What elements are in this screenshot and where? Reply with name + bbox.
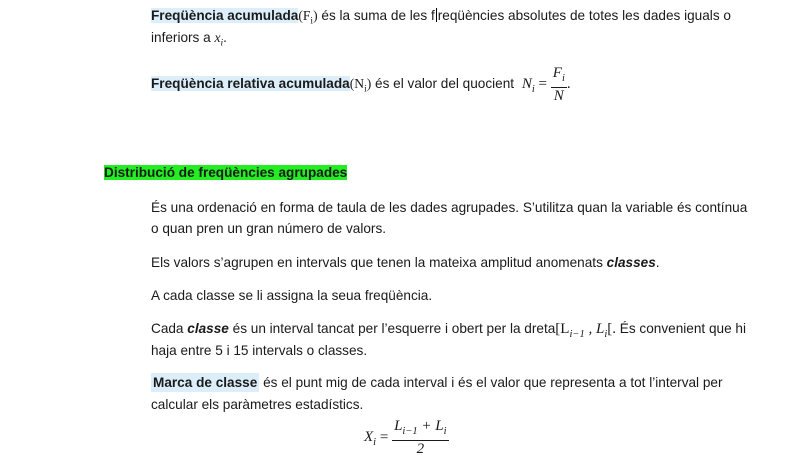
- grouped-p4-text-b: és un interval tancat per l’esquerre i obert per la dreta: [228, 321, 556, 336]
- formula-lhs: $X_i$: [364, 429, 377, 449]
- grouped-p4-emphasis: classe: [187, 321, 229, 336]
- grouped-p5-line2: calcular els paràmetres estadístics.: [151, 397, 364, 412]
- grouped-p2: [151, 252, 660, 274]
- grouped-p4-line2: haja entre 5 i 15 intervals o classes.: [151, 343, 368, 358]
- grouped-p5: [151, 372, 723, 394]
- rel-cum-freq-term: Freqüència relativa acumulada: [151, 75, 350, 91]
- grouped-heading: Distribució de freqüències agrupades: [104, 165, 348, 180]
- formula-equals: =: [376, 429, 393, 446]
- grouped-p4-text-c: És convenient que hi: [616, 321, 746, 336]
- interval-notation: [$L_{i-1}$ , $L_i$[.: [555, 321, 616, 340]
- class-mark-formula: [364, 418, 449, 457]
- cum-freq-line2: [151, 27, 227, 55]
- grouped-p4-text-a: Cada: [151, 321, 188, 336]
- grouped-p1-line2: o quan pren un gran número de valors.: [151, 221, 387, 236]
- rel-cum-freq-paragraph: [151, 65, 571, 107]
- grouped-p2-text: Els valors s’agrupen en intervals que tenen la mateixa amplitud anomenats: [151, 255, 607, 270]
- cum-freq-line2-end: .: [223, 30, 227, 45]
- grouped-p3: A cada classe se li assigna la seua freqüència.: [151, 288, 433, 303]
- grouped-p5-text: és el punt mig de cada interval i és el valor que representa a tot l’interval per: [259, 375, 723, 390]
- grouped-p2-end: .: [655, 255, 660, 270]
- cum-freq-line2-text: inferiors a: [151, 30, 215, 45]
- rel-cum-freq-fraction: $\frac{F_i}{N}$: [552, 65, 565, 104]
- grouped-p1-line1: És una ordenació en forma de taula de les dades agrupades. S’utilitza quan la variable és contínua: [151, 200, 748, 215]
- cum-freq-definition-cont: reqüències absolutes de totes les dades iguals o: [437, 8, 731, 23]
- text-cursor: [436, 8, 437, 22]
- rel-cum-freq-symbol: $(N_i)$: [349, 75, 372, 95]
- section-heading: [104, 162, 347, 184]
- class-mark-term: Marca de classe: [153, 375, 258, 390]
- cum-freq-definition: és la suma de les f: [317, 8, 435, 23]
- formula-fraction: $\frac{L_{i-1} + L_i}{2}$: [394, 418, 447, 457]
- cum-freq-paragraph: [151, 5, 731, 33]
- cum-freq-variable: $x_i$: [214, 30, 224, 49]
- cum-freq-term: Freqüència acumulada: [151, 8, 299, 23]
- rel-cum-freq-equation: $N_i$ = $\frac{F_i}{N}$ .: [521, 65, 571, 104]
- rel-cum-freq-definition: és el valor del quocient: [371, 75, 518, 91]
- cum-freq-symbol: $(F_i)$: [298, 8, 318, 27]
- grouped-p2-emphasis: classes: [606, 255, 656, 270]
